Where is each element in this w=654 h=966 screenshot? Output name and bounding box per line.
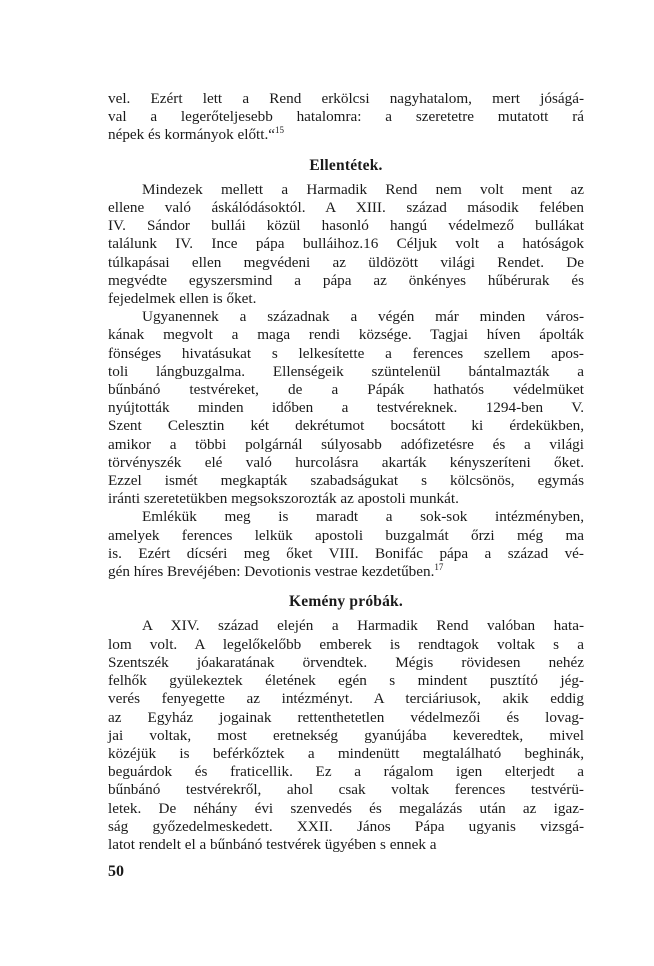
text-line: népek és kormányok előtt.“$^{15}$ [108,125,285,144]
paragraph [108,508,584,581]
footnote-marker: 15 [275,125,285,136]
text-line: A XIV. század elején a Harmadik Rend valóban hata- [142,617,584,635]
text-line: ellene való áskálódásoktól. A XIII. század második felében [108,199,584,217]
page-number: 50 [108,863,124,880]
text-line: amikor a többi polgárnál súlyosabb adófizetésre és a világi [108,435,584,453]
text-line: fönséges hivatásukat s lelkesítette a ferences szellem apos- [108,344,584,362]
text-line: amelyek ferences lelkük apostoli buzgalmát őrzi még ma [108,526,584,544]
text-line: Szentszék jóakaratának örvendtek. Mégis rövidesen nehéz [108,653,584,671]
text-line: Ezzel ismét megkapták szabadságukat s kölcsönös, egymás [108,472,584,490]
text-line: az Egyház jogainak rettenthetetlen védelmezői és lovag- [108,708,584,726]
text-line: ság győzedelmeskedett. XXII. János Pápa ugyanis vizsgá- [108,817,584,835]
footnote-marker: 17 [434,562,444,573]
text-line: is. Ezért dícséri meg őket VIII. Bonifác pápa a század vé- [108,544,584,562]
text-line: fejedelmek ellen is őket. [108,290,257,308]
text-line: IV. Sándor bullái közül hasonló hangú védelmező bullákat [108,217,584,235]
text-line: kának megvolt a maga rendi községe. Tagjai híven ápolták [108,326,584,344]
text-line: letek. De néhány évi szenvedés és megalázás után az igaz- [108,799,584,817]
text-line: Ugyanennek a századnak a végén már minden város- [142,308,584,326]
text-line: Emlékük meg is maradt a sok-sok intézményben, [142,508,584,526]
text-section [108,593,584,854]
text-line: túlkapásai ellen megvédeni az üldözött világi Rendet. De [108,253,584,271]
text-line: közéjük is beférkőztek a mindenütt megtalálható beghinák, [108,744,584,762]
text-line: Szent Celesztin két dekrétumot bocsátott ki érdekükben, [108,417,584,435]
text-section [108,157,584,582]
paragraph [108,617,584,854]
section-heading: Kemény próbák. [289,593,403,611]
text-line: iránti szeretetükben megsokszorozták az apostoli munkát. [108,490,459,508]
text-line: találunk IV. Ince pápa bulláihoz.16 Céljuk volt a hatóságok [108,235,584,253]
text-line: törvényszék elé való hurcolásra akarták kényszeríteni őket. [108,453,584,471]
text-line: latot rendelt el a bűnbánó testvérek ügyében s ennek a [108,835,437,853]
text-line: lom volt. A legelőkelőbb emberek is rendtagok voltak s a [108,635,584,653]
text-line: bűnbánó testvéreket, de a Pápák hathatós védelmüket [108,381,584,399]
text-line: toli lángbuzgalma. Ellenségeik szüntelenül bántalmazták a [108,362,584,380]
text-line: bűnbánó testvérekről, ahol csak voltak ferences testvérü- [108,781,584,799]
text-line: megvédte egyszersmind a pápa az önkényes hűbérurak és [108,271,584,289]
text-section [108,90,584,145]
text-line: nyújtották minden időben a testvéreknek. 1294-ben V. [108,399,584,417]
page-body [108,90,584,854]
paragraph [108,90,584,145]
text-line: felhők gyülekeztek életének egén s mindent pusztító jég- [108,672,584,690]
text-line: verés fenyegette az intézményt. A terciáriusok, akik eddig [108,690,584,708]
paragraph [108,181,584,308]
section-heading: Ellentétek. [309,156,383,174]
paragraph [108,308,584,508]
text-line: Mindezek mellett a Harmadik Rend nem volt ment az [142,180,584,198]
text-line: gén híres Brevéjében: Devotionis vestrae kezdetűben.$^{17}$ [108,562,444,581]
text-line: val a legerőteljesebb hatalomra: a szeretetre mutatott rá [108,108,584,126]
text-line: vel. Ezért lett a Rend erkölcsi nagyhatalom, mert jóságá- [108,90,584,107]
text-line: jai voltak, most eretnekség gyanújába keveredtek, mivel [108,726,584,744]
text-line: beguárdok és fraticellik. Ez a rágalom igen elterjedt a [108,763,584,781]
